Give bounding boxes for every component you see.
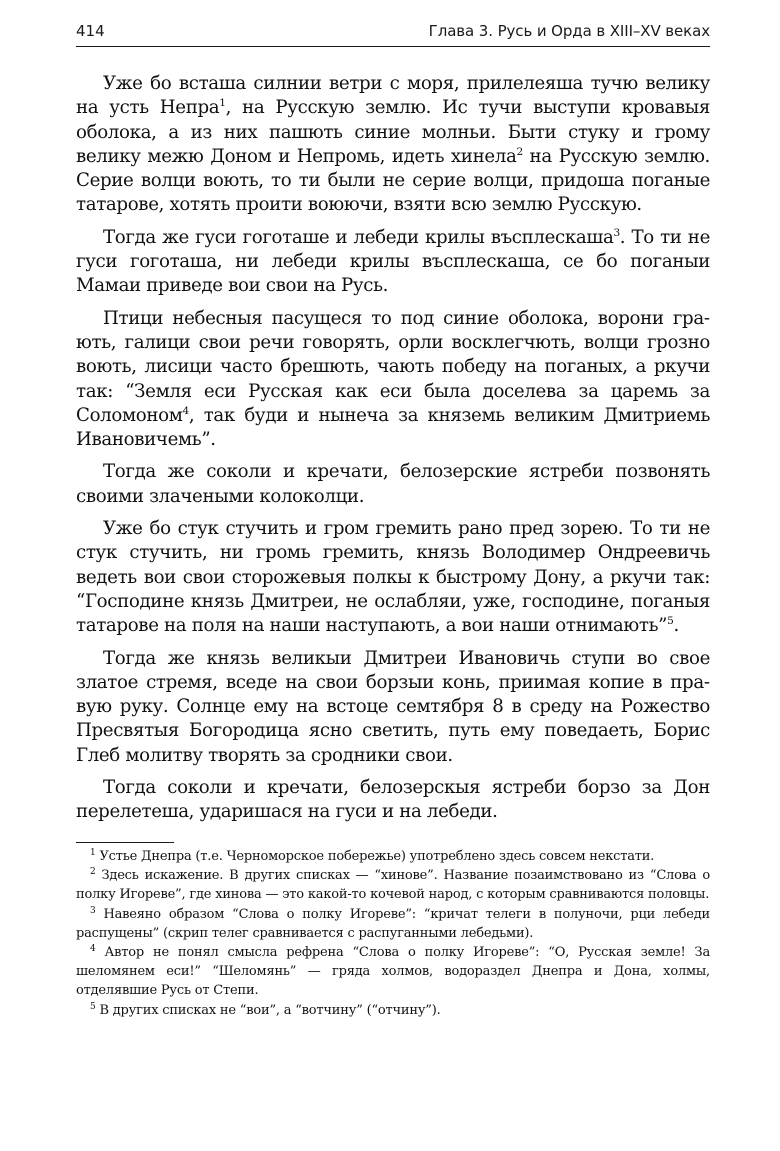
- paragraph-text: на Русскую землю. Серие волци воють, то ти были не серие волци, придоша поганые татарове, хотять проити воюючи, взяти всю землю Русскую.: [76, 145, 710, 216]
- chapter-title: Глава 3. Русь и Орда в XIII–XV веках: [428, 22, 710, 40]
- footnote-mark: 4: [90, 944, 96, 955]
- paragraph: [76, 517, 710, 638]
- paragraph: [76, 307, 710, 453]
- footnote: [76, 943, 710, 1001]
- paragraph-text: .: [673, 615, 679, 637]
- footnote-text: Здесь искажение. В других списках — “хинове”. Название позаимствовано из “Слова о полку Игореве”, где хинова — это какой-то кочевой народ, с которым сравниваются половцы.: [76, 868, 710, 903]
- paragraph-text: Уже бо всташа силнии ветри с моря, прилелеяша тучю велику на усть Непра: [76, 73, 710, 119]
- footnote-mark: 5: [90, 1001, 96, 1012]
- footnotes: [76, 847, 710, 1020]
- paragraph: [76, 72, 710, 218]
- footnote-text: Устье Днепра (т.е. Черноморское побережье) употреблено здесь совсем некстати.: [95, 849, 655, 864]
- paragraph-text: . То ти не гуси гоготаша, ни лебеди крилы въсплескаша, се бо поганыи Мамаи приведе вои свои на Русь.: [76, 226, 710, 297]
- footnote-text: В других списках не “вои”, а “вотчину” (“отчину”).: [95, 1002, 441, 1018]
- running-header: [76, 20, 710, 46]
- footnote-mark: 1: [90, 848, 96, 858]
- footnote-mark: 3: [90, 905, 96, 916]
- footnote-ref: 3: [613, 226, 620, 239]
- paragraph-text: Тогда же князь великыи Дмитреи Ивановичь ступи во свое златое стремя, вседе на свои борзыи конь, приимая копие в правую руку. Солнце ему на встоце семтября 8 в среду на Рожество Пресвятыя Богородица ясно светить, путь ему поведаеть, Борис Глеб молитву творять за сродники свои.: [76, 647, 710, 766]
- paragraph-text: Уже бо стук стучить и гром гремить рано пред зорею. То ти не стук стучить, ни громь гремить, князь Володимер Ондреевичь ведеть вои свои сторожевыя полкы к быстрому Дону, а ркучи так: “Господине князь Дмитреи, не ослабляи, уже, господине, поганыя татарове на поля на наши наступають, а вои наши отнимають”: [76, 518, 710, 637]
- footnote-ref: 1: [219, 97, 226, 110]
- footnote: [76, 1001, 710, 1020]
- footnote-separator: [76, 842, 174, 843]
- paragraph: [76, 226, 710, 299]
- paragraph-text: , на Русскую землю. Ис тучи выступи кровавыя оболока, а из них пашють синие молньи. Быти стуку и грому велику межю Доном и Непромь, идеть хинела: [76, 97, 711, 167]
- paragraph: [76, 460, 710, 509]
- footnote: [76, 847, 710, 866]
- paragraph-text: Тогда соколи и кречати, белозерскыя ястреби борзо за Дон перелетеша, ударишася на гуси и на лебеди.: [76, 777, 710, 823]
- paragraph: [76, 776, 710, 825]
- footnote: [76, 866, 710, 904]
- footnote-ref: 5: [667, 615, 674, 628]
- paragraph-text: Тогда же соколи и кречати, белозерские ястреби позвонять своими злачеными колоколци.: [76, 461, 710, 507]
- paragraph-text: Птици небесныя пасущеся то под синие оболока, ворони грають, галици свои речи говорять, орли восклегчють, волци грозно воють, лисици часто брешють, чають победу на поганых, а ркучи так: “Земля еси Русская как еси была доселева за царемь за Соломоном: [76, 307, 710, 426]
- footnote-mark: 2: [90, 867, 96, 878]
- footnote-text: Навеяно образом “Слова о полку Игореве”: “кричат телеги в полуночи, рци лебеди распущены” (скрип телег сравнивается с распуганными лебедьми).: [76, 906, 710, 941]
- main-text: [76, 72, 710, 833]
- footnote-ref: 4: [182, 404, 189, 417]
- header-rule: [76, 46, 710, 47]
- footnote-ref: 2: [516, 145, 523, 158]
- footnote: [76, 905, 710, 943]
- page-number: 414: [76, 22, 105, 40]
- footnote-text: Автор не понял смысла рефрена “Слова о полку Игореве”: “О, Русская земле! За шеломянем еси!” “Шеломянь” — гряда холмов, водораздел Днепра и Дона, холмы, отделявшие Русь от Степи.: [76, 945, 710, 999]
- paragraph-text: Тогда же гуси гоготаше и лебеди крилы въсплескаша: [103, 226, 614, 248]
- paragraph-text: , так буди и нынеча за княземь великим Дмитриемь Ивановичемь”.: [76, 404, 710, 451]
- paragraph: [76, 647, 710, 768]
